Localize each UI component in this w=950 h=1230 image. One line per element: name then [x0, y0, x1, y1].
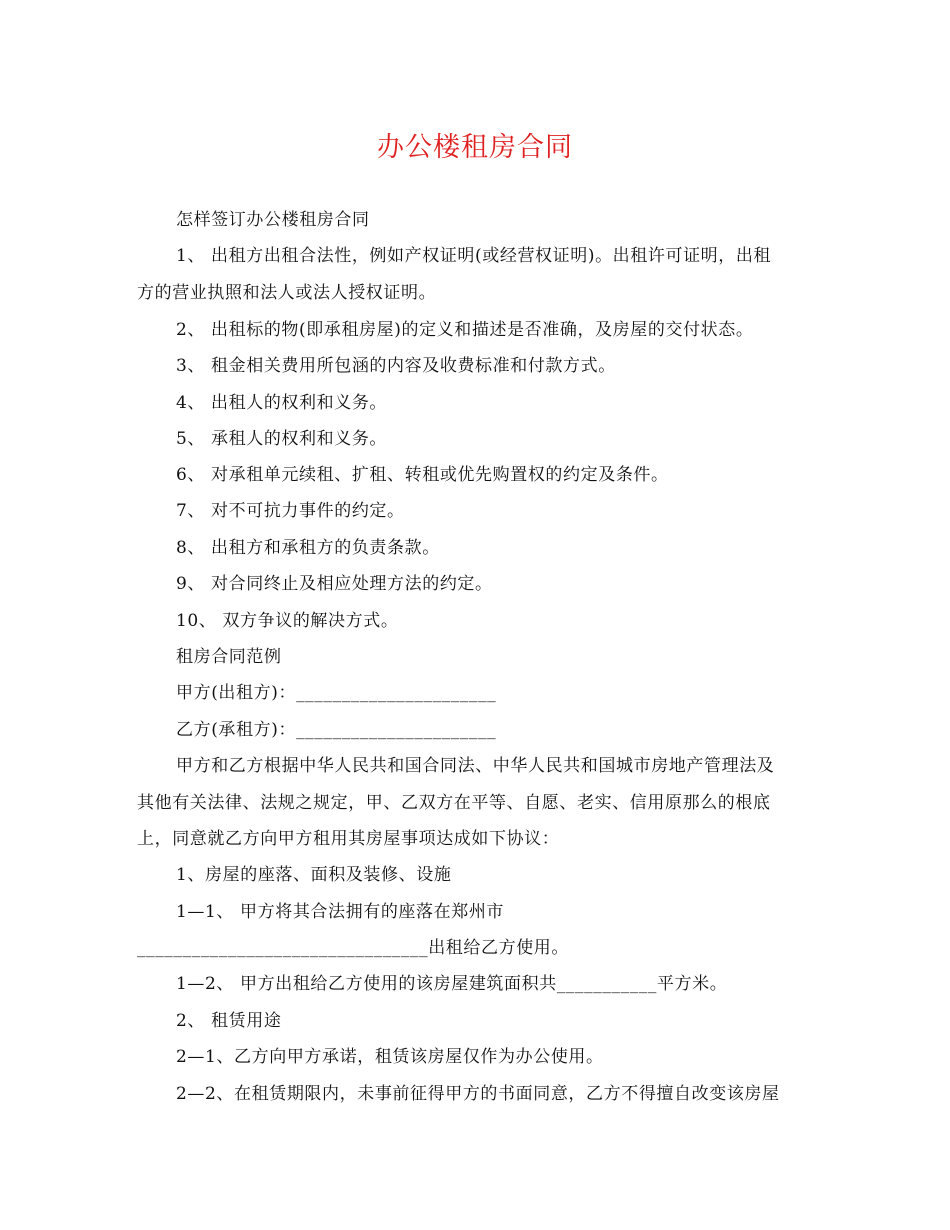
text-line: 1—2、 甲方出租给乙方使用的该房屋建筑面积共___________平方米。 [176, 974, 728, 994]
text-line: 8、 出租方和承租方的负责条款。 [176, 538, 440, 558]
text-line: 方的营业执照和法人或法人授权证明。 [137, 283, 437, 303]
text-line: 10、 双方争议的解决方式。 [176, 611, 399, 631]
text-line: 6、 对承租单元续租、扩租、转租或优先购置权的约定及条件。 [176, 465, 669, 485]
text-line: 2—1、乙方向甲方承诺，租赁该房屋仅作为办公使用。 [176, 1047, 604, 1067]
text-line: 2—2、在租赁期限内，未事前征得甲方的书面同意，乙方不得擅自改变该房屋 [176, 1084, 780, 1104]
document-title: 办公楼租房合同 [377, 132, 573, 163]
text-line: 其他有关法律、法规之规定，甲、乙双方在平等、自愿、老实、信用原那么的根底 [137, 793, 771, 813]
text-line: 1、房屋的座落、面积及装修、设施 [176, 865, 452, 885]
text-line: 9、 对合同终止及相应处理方法的约定。 [176, 574, 493, 594]
text-line: 乙方(承租方)：______________________ [176, 720, 497, 740]
text-line: 3、 租金相关费用所包涵的内容及收费标准和付款方式。 [176, 356, 616, 376]
text-line: 怎样签订办公楼租房合同 [176, 210, 370, 230]
text-line: 5、 承租人的权利和义务。 [176, 429, 388, 449]
text-line: 2、 租赁用途 [176, 1011, 282, 1031]
text-line: 2、 出租标的物(即承租房屋)的定义和描述是否准确，及房屋的交付状态。 [176, 320, 754, 340]
text-line: 租房合同范例 [176, 647, 282, 667]
text-line: 7、 对不可抗力事件的约定。 [176, 501, 405, 521]
text-line: 上，同意就乙方向甲方租用其房屋事项达成如下协议： [137, 829, 560, 849]
text-line: 1—1、 甲方将其合法拥有的座落在郑州市 [176, 902, 505, 922]
text-line: 甲方(出租方)：______________________ [176, 683, 497, 703]
text-line: 甲方和乙方根据中华人民共和国合同法、中华人民共和国城市房地产管理法及 [176, 756, 775, 776]
text-line: 1、 出租方出租合法性，例如产权证明(或经营权证明)。出租许可证明，出租 [176, 246, 772, 266]
text-line: ________________________________出租给乙方使用。 [137, 938, 569, 958]
text-line: 4、 出租人的权利和义务。 [176, 393, 388, 413]
